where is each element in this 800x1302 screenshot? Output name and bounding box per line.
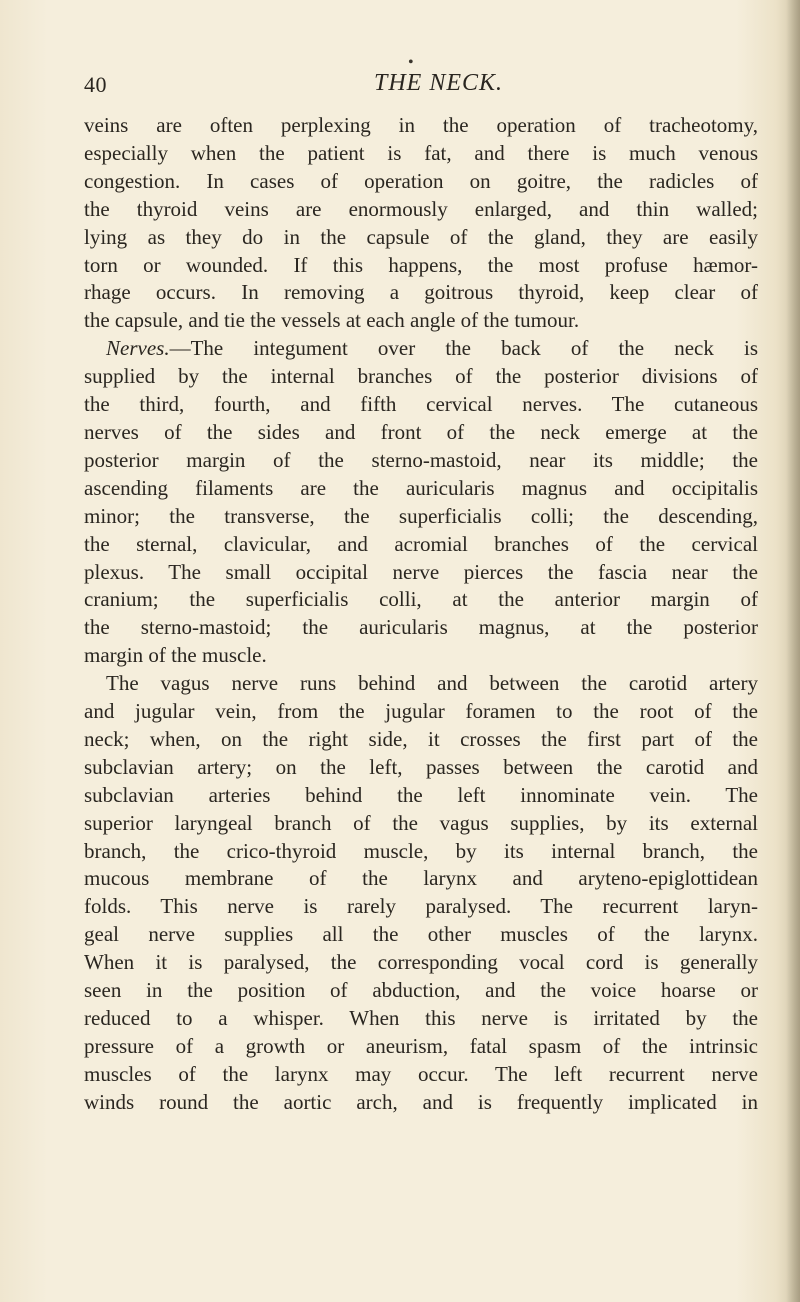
text-line: subclavian arteries behind the left innominate vein. The	[84, 782, 758, 807]
text-line: The vagus nerve runs behind and between the carotid artery	[106, 671, 758, 696]
text-line: When it is paralysed, the corresponding vocal cord is generally	[84, 950, 758, 975]
text-line: veins are often perplexing in the operation of tracheotomy,	[84, 113, 758, 137]
paragraph-nerves	[84, 335, 758, 670]
text-line: geal nerve supplies all the other muscles of the larynx.	[84, 922, 758, 947]
text-line	[84, 335, 758, 363]
text-line: nerves of the sides and front of the neck emerge at the	[84, 419, 758, 444]
text-line: pressure of a growth or aneurism, fatal spasm of the intrinsic	[84, 1033, 758, 1058]
page-edge-shadow	[786, 0, 800, 1302]
printer-mark: •	[408, 54, 414, 71]
text-line: and jugular vein, from the jugular foramen to the root of the	[84, 699, 758, 724]
text-line: the capsule, and tie the vessels at each angle of the tumour.	[84, 308, 580, 333]
text-line: branch, the crico-thyroid muscle, by its internal branch, the	[84, 838, 758, 863]
text-line: superior laryngeal branch of the vagus supplies, by its external	[84, 810, 758, 835]
page-header	[84, 70, 724, 106]
text-line: ascending filaments are the auricularis magnus and occipitalis	[84, 475, 758, 500]
text-line: reduced to a whisper. When this nerve is irritated by the	[84, 1006, 758, 1030]
text-line: plexus. The small occipital nerve pierces the fascia near the	[84, 559, 758, 584]
text-line: folds. This nerve is rarely paralysed. The recurrent laryn-	[84, 894, 758, 919]
text-line: torn or wounded. If this happens, the most profuse hæmor-	[84, 252, 758, 277]
text-line: rhage occurs. In removing a goitrous thyroid, keep clear of	[84, 280, 758, 305]
text-line: the thyroid veins are enormously enlarged, and thin walled;	[84, 196, 758, 221]
text-line: congestion. In cases of operation on goitre, the radicles of	[84, 168, 758, 193]
body-text	[84, 112, 758, 1117]
text-line: winds round the aortic arch, and is frequently implicated in	[84, 1089, 758, 1114]
text-line: the sternal, clavicular, and acromial branches of the cervical	[84, 531, 758, 556]
text-line: minor; the transverse, the superficialis colli; the descending,	[84, 503, 758, 528]
text-line: seen in the position of abduction, and the voice hoarse or	[84, 978, 758, 1003]
text-line: especially when the patient is fat, and there is much venous	[84, 140, 758, 165]
text-line: margin of the muscle.	[84, 643, 267, 668]
text-line: the third, fourth, and fifth cervical nerves. The cutaneous	[84, 392, 758, 417]
text-line: mucous membrane of the larynx and aryteno-epiglottidean	[84, 866, 758, 891]
paragraph-veins	[84, 112, 758, 335]
text-line: subclavian artery; on the left, passes between the carotid and	[84, 754, 758, 779]
text-line: the sterno-mastoid; the auricularis magnus, at the posterior	[84, 615, 758, 640]
paragraph-vagus	[84, 670, 758, 1117]
text-line: posterior margin of the sterno-mastoid, near its middle; the	[84, 447, 758, 472]
page-number: 40	[84, 72, 107, 97]
section-heading-nerves: Nerves.	[106, 336, 170, 361]
text-line: cranium; the superficialis colli, at the anterior margin of	[84, 587, 758, 612]
running-title: THE NECK.	[374, 70, 504, 96]
text-line: muscles of the larynx may occur. The left recurrent nerve	[84, 1061, 758, 1086]
text-line: supplied by the internal branches of the posterior divisions of	[84, 364, 758, 389]
text-line: lying as they do in the capsule of the gland, they are easily	[84, 224, 758, 249]
text-line: neck; when, on the right side, it crosses the first part of the	[84, 726, 758, 751]
text-line-rest: —The integument over the back of the neck is	[169, 336, 758, 361]
